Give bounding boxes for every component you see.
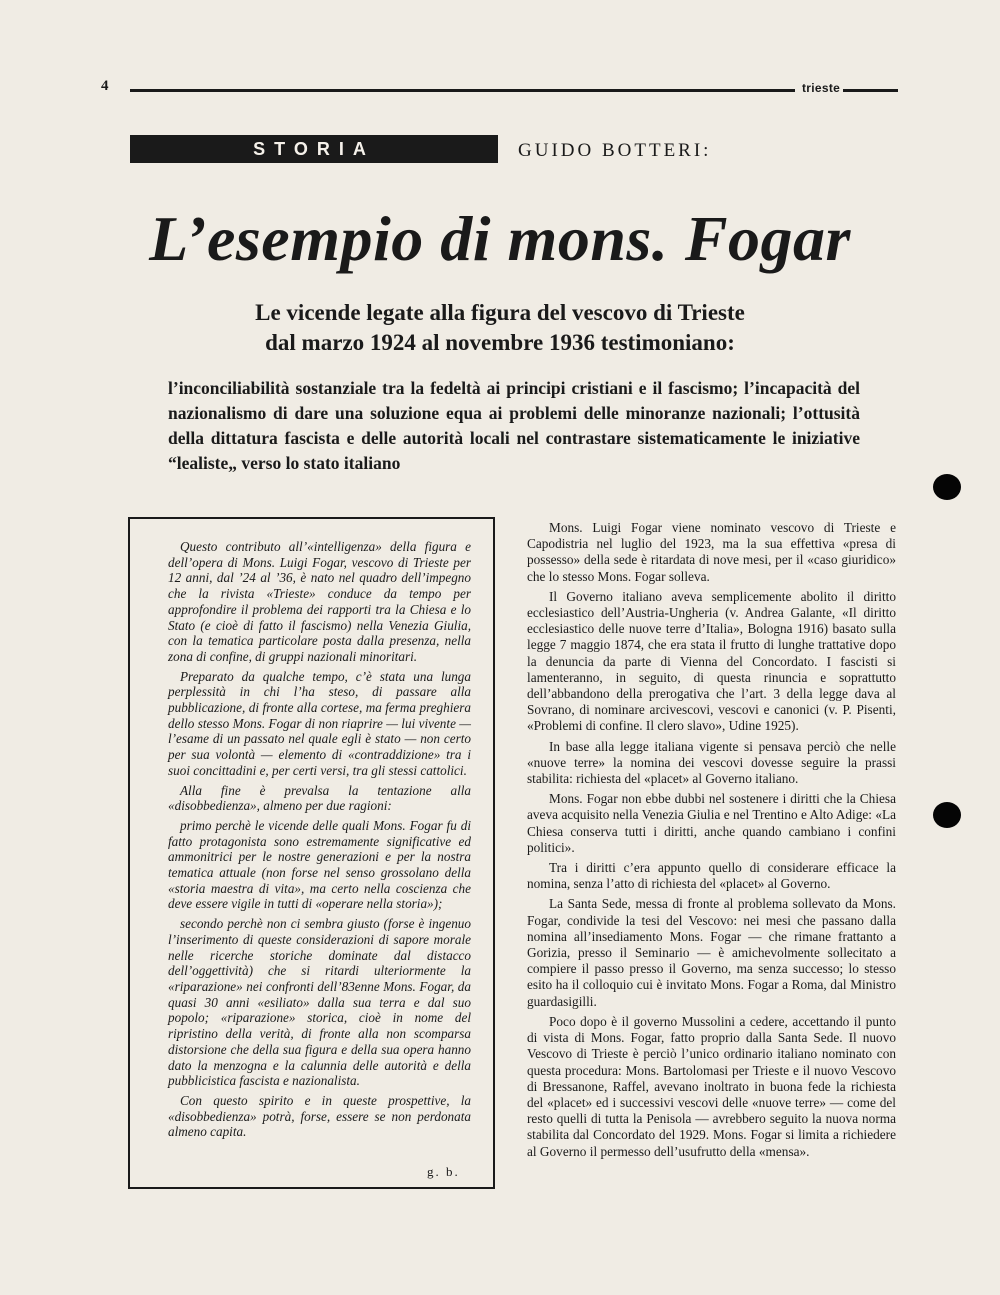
- author-name: GUIDO BOTTERI:: [518, 140, 712, 161]
- summary-point: l’ottusità della dittatura fascista e delle autorità locali nel contrastare sistematicamente le iniziative “lealiste„ verso lo stato italiano: [168, 403, 860, 473]
- summary-point: l’inconciliabilità sostanziale tra la fedeltà ai principi cristiani e il fascismo;: [168, 378, 739, 398]
- intro-initials: g. b.: [427, 1164, 460, 1179]
- header-rule-left: [130, 89, 795, 92]
- body-paragraph: Mons. Fogar non ebbe dubbi nel sostenere i diritti che la Chiesa aveva acquisito nella Venezia Giulia e nel Trentino e Alto Adige: «La Chiesa conserva tutti i diritti, anche quando cambiano i confini politici».: [527, 791, 896, 855]
- body-paragraph: Mons. Luigi Fogar viene nominato vescovo di Trieste e Capodistria nel luglio del 1923, ma la sua effettiva «presa di possesso» della sede è ritardata di nove mesi, per il «caso giuridico» che lo stesso Mons. Fogar solleva.: [527, 520, 896, 584]
- section-label: STORIA: [253, 139, 375, 159]
- subtitle-line: dal marzo 1924 al novembre 1936 testimoniano:: [265, 330, 735, 355]
- intro-text: [168, 539, 471, 1144]
- intro-box: [128, 517, 495, 1189]
- body-paragraph: Il Governo italiano aveva semplicemente abolito il diritto ecclesiastico dell’Austria-Ungheria (v. Andrea Galante, «Il diritto ecclesiastico delle nuove terre d’Italia», Bologna 1916) basato sulla legge 7 maggio 1874, che era stata il frutto di lunghe trattative dopo la denuncia da parte di Vienna del Concordato. I fascisti si lamenteranno, in seguito, di questa rinuncia e soprattutto dell’abbandono della prerogativa che l’art. 3 della legge dava al Sovrano, di nominare arcivescovi, vescovi e canonici (v. P. Pisenti, «Problemi di confine. Il clero slavo», Udine 1925).: [527, 588, 896, 734]
- body-paragraph: In base alla legge italiana vigente si pensava perciò che nelle «nuove terre» la nomina dei vescovi dovesse seguire la prassi stabilita: richiesta del «placet» al Governo italiano.: [527, 738, 896, 787]
- article-body: [527, 520, 896, 1164]
- body-paragraph: Tra i diritti c’era appunto quello di considerare efficace la nomina, senza l’atto di richiesta del «placet» al Governo.: [527, 860, 896, 892]
- intro-paragraph: primo perchè le vicende delle quali Mons. Fogar fu di fatto protagonista sono estremamente significative ed ammonitrici per le nostre generazioni e per la nostra tematica attuale (non forse nel senso grossolano della «storia maestra di vita», ma certo nella coscienza che deve essere vigile in tutti di «operare nella storia»);: [168, 817, 471, 912]
- subtitle-line: Le vicende legate alla figura del vescovo di Trieste: [255, 300, 745, 325]
- article-title: L’esempio di mons. Fogar: [149, 203, 851, 274]
- intro-paragraph: Questo contributo all’«intelligenza» della figura e dell’opera di Mons. Luigi Fogar, vescovo di Trieste per 12 anni, dal ’24 al ’36, è nato nel quadro dell’impegno che la rivista «Trieste» conduce da tempo per approfondire il problema dei rapporti tra la Chiesa e lo Stato (e cioè di fatto il fascismo) nella Venezia Giulia, con la tematica particolare posta dalla presenza, nella zona di confine, di gruppi nazionali minoritari.: [168, 539, 471, 664]
- body-paragraph: La Santa Sede, messa di fronte al problema sollevato da Mons. Fogar, condivide la tesi del Vescovo: nei mesi che passano dalla nomina all’insediamento Mons. Fogar — che rimane frattanto a Gorizia, presso il Seminario — è amichevolmente sollecitato a compiere il passo presso il Governo, ma senza successo; lo stesso esito ha il colloquio cui è invitato Mons. Fogar a Roma, dal Ministro guardasigilli.: [527, 896, 896, 1009]
- intro-paragraph: Alla fine è prevalsa la tentazione alla «disobbedienza», almeno per due ragioni:: [168, 782, 471, 814]
- summary-point: l’incapacità del nazionalismo di dare una soluzione equa ai problemi delle minoranze nazionali;: [168, 378, 860, 423]
- section-banner: [130, 135, 498, 163]
- summary-points: [168, 376, 860, 476]
- punch-hole-bottom: [933, 802, 961, 828]
- magazine-name: trieste: [802, 81, 841, 95]
- article-subtitle: [150, 298, 850, 358]
- intro-paragraph: Con questo spirito e in queste prospettive, la «disobbedienza» potrà, forse, essere se non perdonata almeno capita.: [168, 1092, 471, 1140]
- body-paragraph: Poco dopo è il governo Mussolini a cedere, accettando il punto di vista di Mons. Fogar, fatto proprio dalla Santa Sede. Il nuovo Vescovo di Trieste è perciò l’unico ordinario italiano nominato con questa procedura: Mons. Bartolomasi per Trieste e il nuovo Vescovo di Bressanone, Raffel, avevano inoltrato in buona fede la richiesta del «placet» ed i successivi vescovi delle «nuove terre» — come del resto quelli di tutta la Penisola — avrebbero seguito la nuova norma stabilita dal Concordato del 1929. Mons. Fogar si limita a richiedere al Governo il permesso dell’usufrutto della «mensa».: [527, 1013, 896, 1159]
- intro-paragraph: Preparato da qualche tempo, c’è stata una lunga perplessità in chi l’ha steso, di passare alla pubblicazione, di fronte alla cortese, ma ferma preghiera dello stesso Mons. Fogar di non riaprire — lui vivente — l’esame di un passato nel quale egli è stato — non certo per sua volontà — elemento di «contraddizione» tra i suoi concittadini e, per certi versi, tra gli stessi cattolici.: [168, 668, 471, 778]
- punch-hole-top: [933, 474, 961, 500]
- header-rule-right: [843, 89, 898, 92]
- intro-paragraph: secondo perchè non ci sembra giusto (forse è ingenuo l’inserimento di queste considerazioni di sapore morale nelle ricerche storiche dominate dal distacco dell’oggettività) che si ritardi ulteriormente la «riparazione» nei confronti dell’83enne Mons. Fogar, da quasi 30 anni «esiliato» dalla sua terra e dal suo popolo; «riparazione» storica, cioè in nome del ripristino della verità, di fronte alla non scomparsa distorsione che della sua figura e della sua opera hanno dato la menzogna e la calunnia delle autorità e della pubblicistica fascista e nazionalista.: [168, 916, 471, 1089]
- page-number: 4: [101, 78, 109, 94]
